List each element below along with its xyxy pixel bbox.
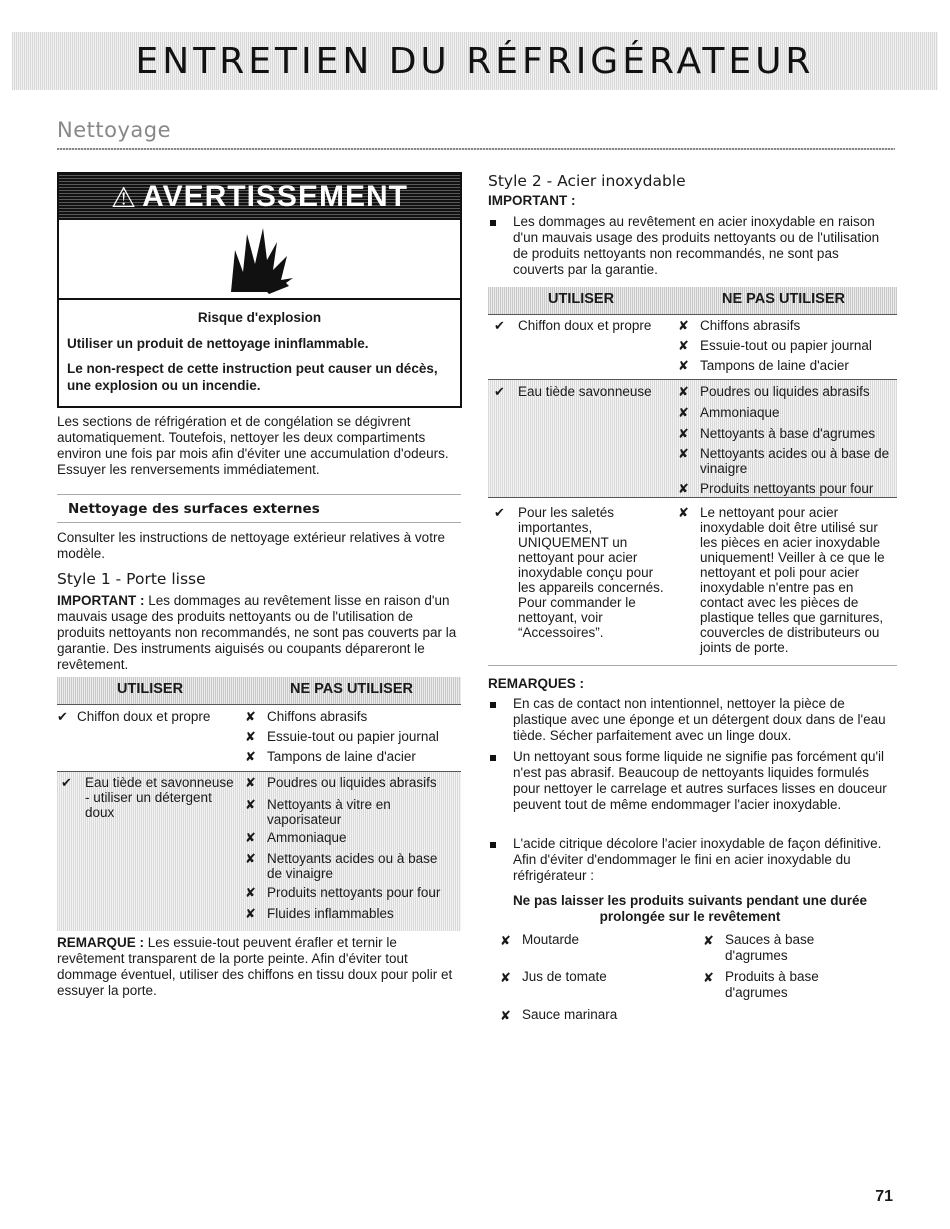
style2-col-use: UTILISER bbox=[548, 291, 615, 307]
style1-remark bbox=[57, 935, 462, 999]
style1-dont-2d: Nettoyants acides ou à base de vinaigre bbox=[267, 851, 438, 881]
avoid-left-3: Sauce marinara bbox=[522, 1007, 618, 1022]
warning-line-1: Utiliser un produit de nettoyage ininflammable. bbox=[67, 336, 369, 351]
cross-icon: ✘ bbox=[678, 505, 689, 520]
check-icon: ✔ bbox=[494, 384, 505, 399]
remarques-notice: Ne pas laisser les produits suivants pendant une durée prolongée sur le revêtement bbox=[512, 893, 868, 924]
style1-dont-2c: Ammoniaque bbox=[267, 830, 347, 845]
style2-heading: Style 2 - Acier inoxydable bbox=[488, 172, 686, 190]
style1-dont-1a: Chiffons abrasifs bbox=[267, 709, 368, 724]
cross-icon: ✘ bbox=[245, 885, 256, 900]
check-icon: ✔ bbox=[61, 775, 72, 790]
cross-icon: ✘ bbox=[678, 358, 689, 373]
cross-icon: ✘ bbox=[678, 318, 689, 333]
style2-dont-1b: Essuie-tout ou papier journal bbox=[700, 338, 872, 353]
avoid-left-2: Jus de tomate bbox=[522, 969, 607, 984]
subheading-rule-top bbox=[57, 494, 461, 495]
bullet-icon bbox=[490, 220, 496, 226]
style2-dont-3: Le nettoyant pour acier inoxydable doit être utilisé sur les pièces en acier inoxydable uniquement! Veiller à ce que le nettoyant et poli pour acier inoxydable n'entre pas en contact avec les pièces de plastique telles que garnitures, couvercles de distributeurs ou joints de porte. bbox=[700, 505, 885, 655]
style2-dont-2b: Ammoniaque bbox=[700, 405, 780, 420]
cross-icon: ✘ bbox=[500, 1008, 511, 1023]
cross-icon: ✘ bbox=[245, 709, 256, 724]
style2-col-dont: NE PAS UTILISER bbox=[722, 291, 845, 307]
cross-icon: ✘ bbox=[245, 830, 256, 845]
cross-icon: ✘ bbox=[678, 384, 689, 399]
style2-use-1: Chiffon doux et propre bbox=[518, 318, 652, 333]
cross-icon: ✘ bbox=[500, 933, 511, 948]
bullet-icon bbox=[490, 842, 496, 848]
style2-table bbox=[488, 287, 897, 662]
remarques-label: REMARQUES : bbox=[488, 676, 585, 691]
check-icon: ✔ bbox=[57, 709, 68, 724]
style1-dont-2e: Produits nettoyants pour four bbox=[267, 885, 441, 900]
intro-paragraph: Les sections de réfrigération et de congélation se dégivrent automatiquement. Toutefois, nettoyer les deux compartiments environ une fois par mois afin d'éviter une accumulation d'odeurs. Essuyer les renversements immédiatement. bbox=[57, 414, 449, 477]
section-title: Nettoyage bbox=[57, 118, 171, 142]
style1-dont-2a: Poudres ou liquides abrasifs bbox=[267, 775, 437, 790]
check-icon: ✔ bbox=[494, 318, 505, 333]
style1-dont-1c: Tampons de laine d'acier bbox=[267, 749, 416, 764]
style2-dont-2a: Poudres ou liquides abrasifs bbox=[700, 384, 870, 399]
remarques-rule bbox=[488, 665, 897, 666]
style1-important-text: Les dommages au revêtement lisse en raison d'un mauvais usage des produits nettoyants ou de l'utilisation de produits nettoyants non recommandés, ne sont pas couverts par la garantie. Des instruments aiguisés ou coupants dépareront le revêtement. bbox=[57, 593, 457, 672]
cross-icon: ✘ bbox=[500, 970, 511, 985]
style2-important-text: Les dommages au revêtement en acier inoxydable en raison d'un mauvais usage des produits nettoyants ou de l'utilisation de produits nettoyants non recommandés, ne sont pas couverts par la garantie. bbox=[513, 214, 880, 277]
remarque-item-1: En cas de contact non intentionnel, nettoyer la pièce de plastique avec une éponge et un détergent doux dans de l'eau tiède. Sécher parfaitement avec un linge doux. bbox=[513, 696, 886, 743]
external-heading: Nettoyage des surfaces externes bbox=[68, 501, 320, 517]
explosion-icon bbox=[59, 220, 460, 296]
style2-use-2: Eau tiède savonneuse bbox=[518, 384, 652, 399]
warning-heading: AVERTISSEMENT bbox=[142, 180, 408, 213]
style1-important-label: IMPORTANT : bbox=[57, 593, 145, 608]
style1-use-2: Eau tiède et savonneuse - utiliser un détergent doux bbox=[85, 775, 234, 820]
style1-dont-1b: Essuie-tout ou papier journal bbox=[267, 729, 439, 744]
style2-table-header bbox=[488, 287, 897, 315]
avoid-left-1: Moutarde bbox=[522, 932, 580, 947]
cross-icon: ✘ bbox=[245, 797, 256, 812]
cross-icon: ✘ bbox=[245, 749, 256, 764]
cross-icon: ✘ bbox=[703, 970, 714, 985]
cross-icon: ✘ bbox=[245, 906, 256, 921]
avoid-right-2: Produits à base d'agrumes bbox=[725, 969, 819, 1000]
style1-dont-2b: Nettoyants à vitre en vaporisateur bbox=[267, 797, 391, 827]
style2-dont-2e: Produits nettoyants pour four bbox=[700, 481, 874, 496]
cross-icon: ✘ bbox=[678, 426, 689, 441]
check-icon: ✔ bbox=[494, 505, 505, 520]
style1-use-1: Chiffon doux et propre bbox=[77, 709, 211, 724]
cross-icon: ✘ bbox=[703, 933, 714, 948]
cross-icon: ✘ bbox=[678, 481, 689, 496]
style1-remark-text: Les essuie-tout peuvent érafler et ternir le revêtement transparent de la porte peinte. Afin d'éviter tout dommage éventuel, utiliser des chiffons en tissu doux pour polir et essuyer la porte. bbox=[57, 935, 453, 998]
external-text: Consulter les instructions de nettoyage extérieur relatives à votre modèle. bbox=[57, 530, 445, 561]
style2-row-divider bbox=[488, 497, 897, 498]
banner-title: ENTRETIEN DU RÉFRIGÉRATEUR bbox=[135, 40, 815, 82]
cross-icon: ✘ bbox=[678, 338, 689, 353]
bullet-icon bbox=[490, 702, 496, 708]
style2-dont-1c: Tampons de laine d'acier bbox=[700, 358, 849, 373]
cross-icon: ✘ bbox=[678, 446, 689, 461]
style2-dont-1a: Chiffons abrasifs bbox=[700, 318, 801, 333]
subheading-rule-bottom bbox=[57, 522, 461, 523]
remarque-item-2: Un nettoyant sous forme liquide ne signifie pas forcément qu'il n'est pas abrasif. Beaucoup de nettoyants liquides formulés pour nettoyer le carrelage et autres surfaces lisses en douceur peuvent tout de même endommager l'acier inoxydable. bbox=[513, 749, 887, 812]
style2-important-label: IMPORTANT : bbox=[488, 193, 576, 208]
style1-dont-2f: Fluides inflammables bbox=[267, 906, 394, 921]
warning-risk: Risque d'explosion bbox=[197, 310, 322, 325]
style1-table bbox=[57, 677, 461, 930]
style1-col-use: UTILISER bbox=[117, 681, 184, 697]
style2-use-3: Pour les saletés importantes, UNIQUEMENT un nettoyant pour acier inoxydable conçu pour les appareils concernés. Pour commander le nettoyant, voir “Accessoires”. bbox=[518, 505, 664, 640]
warning-pictogram bbox=[59, 220, 460, 300]
cross-icon: ✘ bbox=[245, 775, 256, 790]
bullet-icon bbox=[490, 755, 496, 761]
style1-remark-label: REMARQUE : bbox=[57, 935, 144, 950]
section-divider bbox=[57, 148, 895, 150]
warning-triangle-icon: ⚠ bbox=[111, 181, 137, 213]
page-number: 71 bbox=[875, 1188, 893, 1205]
style1-heading: Style 1 - Porte lisse bbox=[57, 570, 206, 588]
style1-table-header bbox=[57, 677, 461, 705]
style1-important bbox=[57, 593, 462, 673]
remarque-item-3: L'acide citrique décolore l'acier inoxydable de façon définitive. Afin d'éviter d'endommager le fini en acier inoxydable du réfrigérateur : bbox=[513, 836, 882, 883]
warning-line-2: Le non-respect de cette instruction peut causer un décès, une explosion ou un incendie. bbox=[67, 361, 438, 393]
cross-icon: ✘ bbox=[245, 729, 256, 744]
avoid-right-1: Sauces à base d'agrumes bbox=[725, 932, 815, 963]
style2-dont-2c: Nettoyants à base d'agrumes bbox=[700, 426, 876, 441]
cross-icon: ✘ bbox=[245, 851, 256, 866]
style1-col-dont: NE PAS UTILISER bbox=[290, 681, 413, 697]
style2-dont-2d: Nettoyants acides ou à base de vinaigre bbox=[700, 446, 890, 476]
cross-icon: ✘ bbox=[678, 405, 689, 420]
warning-box bbox=[57, 172, 462, 408]
warning-header bbox=[59, 174, 460, 220]
page-banner bbox=[12, 32, 938, 90]
